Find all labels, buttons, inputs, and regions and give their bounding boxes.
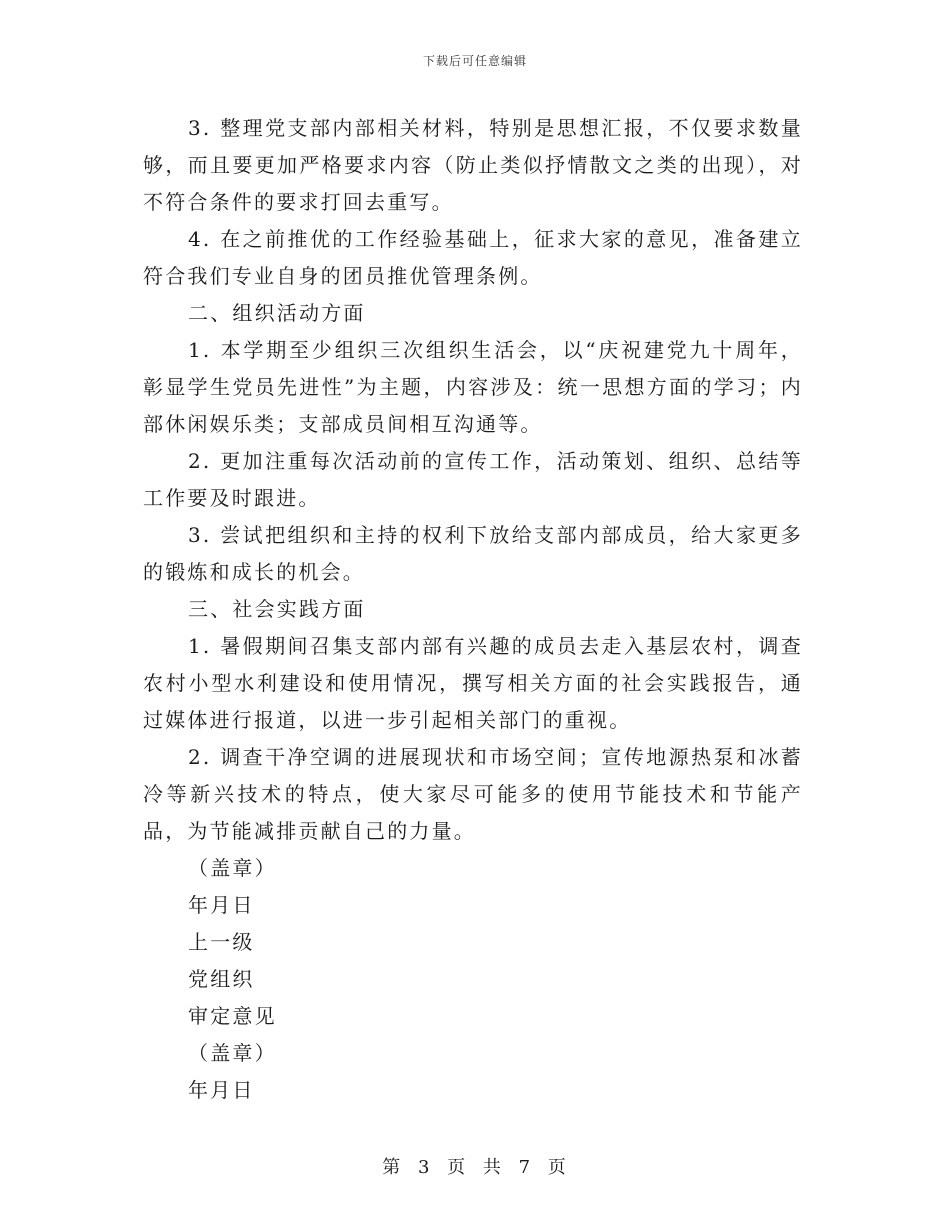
total-unit-label: 页 [547, 1157, 568, 1178]
party-organization-label: 党组织 [188, 967, 255, 991]
seal-label-2: （盖章） [188, 1041, 277, 1065]
section-heading-practice: 三、社会实践方面 [188, 597, 366, 621]
review-opinion-label: 审定意见 [188, 1004, 277, 1028]
section-heading-activities: 二、组织活动方面 [188, 301, 366, 325]
date-label-2: 年月日 [188, 1078, 255, 1102]
total-label: 共 [482, 1157, 503, 1178]
paragraph-item-4: 4. 在之前推优的工作经验基础上，征求大家的意见，准备建立符合我们专业自身的团员推优管理条例。 [143, 227, 803, 288]
total-pages-number: 7 [518, 1157, 533, 1178]
paragraph-activity-2: 2. 更加注重每次活动前的宣传工作，活动策划、组织、总结等工作要及时跟进。 [143, 449, 803, 510]
current-page-number: 3 [417, 1157, 432, 1178]
page-footer [0, 1153, 950, 1179]
paragraph-activity-1: 1. 本学期至少组织三次组织生活会，以“庆祝建党九十周年，彰显学生党员先进性”为主题，内容涉及：统一思想方面的学习；内部休闲娱乐类；支部成员间相互沟通等。 [143, 338, 803, 436]
page-label: 第 [382, 1157, 403, 1178]
page-unit-label: 页 [447, 1157, 468, 1178]
date-label: 年月日 [188, 893, 255, 917]
paragraph-practice-1: 1. 暑假期间召集支部内部有兴趣的成员去走入基层农村，调查农村小型水利建设和使用情况，撰写相关方面的社会实践报告，通过媒体进行报道，以进一步引起相关部门的重视。 [143, 634, 803, 732]
seal-label: （盖章） [188, 856, 277, 880]
document-body [143, 110, 803, 1109]
superior-label: 上一级 [188, 930, 255, 954]
paragraph-activity-3: 3. 尝试把组织和主持的权利下放给支部内部成员，给大家更多的锻炼和成长的机会。 [143, 523, 803, 584]
page-header: 下载后可任意编辑 [422, 54, 527, 68]
paragraph-item-3: 3. 整理党支部内部相关材料，特别是思想汇报，不仅要求数量够，而且要更加严格要求内容（防止类似抒情散文之类的出现），对不符合条件的要求打回去重写。 [143, 116, 803, 214]
paragraph-practice-2: 2. 调查干净空调的进展现状和市场空间；宣传地源热泵和冰蓄冷等新兴技术的特点，使大家尽可能多的使用节能技术和节能产品，为节能减排贡献自己的力量。 [143, 745, 803, 843]
